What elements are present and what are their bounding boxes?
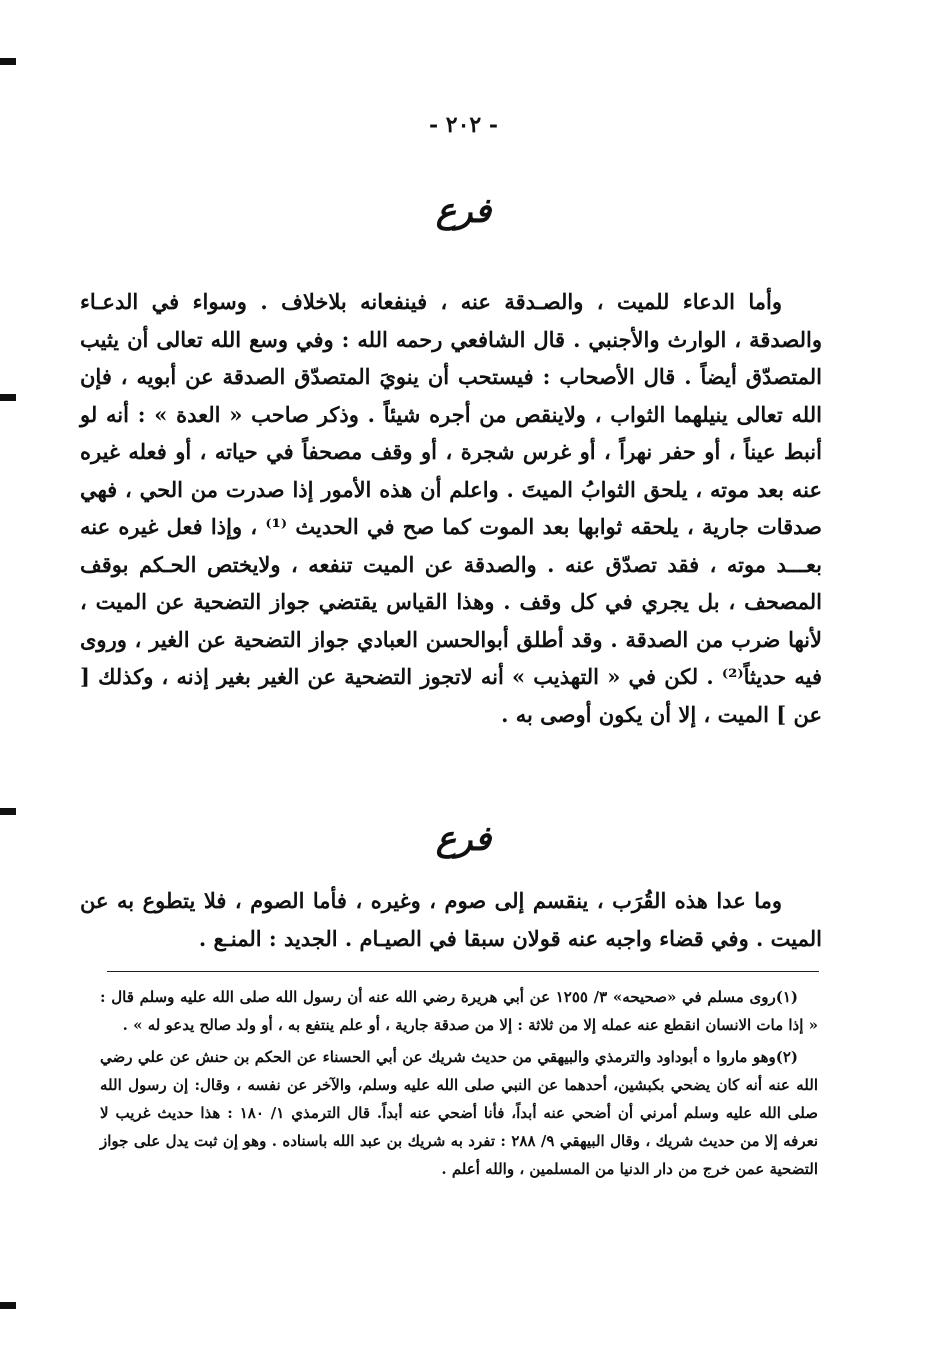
body-paragraph: وما عدا هذه القُرَب ، ينقسم إلى صوم ، وغيره ، فأما الصوم ، فلا يتطوع به عن الميت . وفي قضاء واجبه عنه قولان سبقا في الصيـام . الجديد : المنـع . xyxy=(80,888,822,951)
body-section-1 xyxy=(80,283,822,733)
section-heading: فرع xyxy=(435,191,492,231)
footnote-divider xyxy=(107,971,819,972)
scan-margin-mark xyxy=(0,808,16,815)
footnotes xyxy=(100,983,818,1187)
scan-margin-mark xyxy=(0,394,16,401)
body-paragraph: وأما الدعاء للميت ، والصـدقة عنه ، فينفعانه بلاخلاف . وسواء في الدعـاء والصدقة ، الوارث والأجنبي . قال الشافعي رحمه الله : وفي وسع الله تعالى أن يثيب المتصدّق أيضاً . قال الأصحاب : فيستحب أن ينويَ المتصدّق الصدقة عن أبويه ، فإن الله تعالى ينيلهما الثواب ، ولاينقص من أجره شيئاً . وذكر صاحب « العدة » : أنه لو أنبط عيناً ، أو حفر نهراً ، أو غرس شجرة ، أو وقف مصحفاً في حياته ، أو فعله غيره عنه بعد موته ، يلحق الثوابُ الميتَ . واعلم أن هذه الأمور إذا صدرت من الحي ، فهي صدقات جارية ، يلحقه ثوابها بعد الموت كما صح في الحديث ⁽¹⁾ ، وإذا فعل غيره عنه بعـــد موته ، فقد تصدّق عنه . والصدقة عن الميت تنفعه ، ولايختص الحـكم بوقف المصحف ، بل يجري في كل وقف . وهذا القياس يقتضي جواز التضحية عن الميت ، لأنها ضرب من الصدقة . وقد أطلق أبوالحسن العبادي جواز التضحية عن الغير ، وروى فيه حديثاً⁽²⁾ . لكن في « التهذيب » أنه لاتجوز التضحية عن الغير بغير إذنه ، وكذلك [ عن ] الميت ، إلا أن يكون أوصى به . xyxy=(80,289,823,727)
body-section-2 xyxy=(80,882,822,957)
page-number: - ٢٠٢ - xyxy=(428,112,499,138)
section-heading: فرع xyxy=(435,819,492,859)
footnote-1: (١)روى مسلم في «صحيحه» ٣/ ١٢٥٥ عن أبي هريرة رضي الله عنه أن رسول الله صلى الله عليه وسلم قال : « إذا مات الانسان انقطع عنه عمله إلا من ثلاثة : إلا من صدقة جارية ، أو علم ينتفع به ، أو ولد صالح يدعو له » . xyxy=(100,988,818,1034)
footnote-2: (٢)وهو ماروا ه أبوداود والترمذي والبيهقي من حديث شريك عن أبي الحسناء عن الحكم بن حنش عن علي رضي الله عنه أنه كان يضحي بكبشين، أحدهما عن النبي صلى الله عليه وسلم، والآخر عن نفسه ، وقال: إن رسول الله صلى الله عليه وسلم أمرني أن أضحي عنه أبداً، فأنا أضحي عنه أبداً. قال الترمذي ١/ ١٨٠ : هذا حديث غريب لا نعرفه إلا من حديث شريك ، وقال البيهقي ٩/ ٢٨٨ : تفرد به شريك بن عبد الله باسناده . وهو إن ثبت يدل على جواز التضحية عمن خرج من دار الدنيا من المسلمين ، والله أعلم . xyxy=(100,1048,819,1178)
scan-margin-mark xyxy=(0,1302,16,1309)
scan-margin-mark xyxy=(0,58,16,65)
